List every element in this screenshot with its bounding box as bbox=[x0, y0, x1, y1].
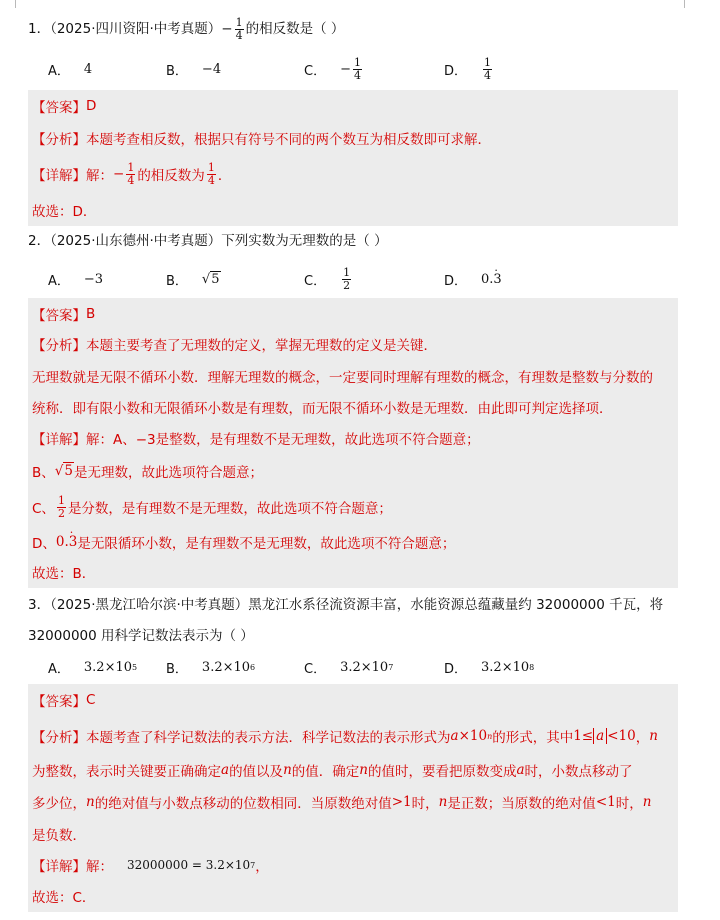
answer-line: 【答案】 B bbox=[32, 306, 96, 324]
question-source: （2025·黑龙江哈尔滨·中考真题） bbox=[50, 597, 249, 613]
analysis-line: 【分析】 本题考查了科学记数法的表示方法．科学记数法的表示形式为 a ×10 n 的形式，其中 1≤ a <10 ， n bbox=[32, 728, 658, 746]
detail-line-a: 【详解】 解：A、−3是整数，是有理数不是无理数，故此选项不符合题意； bbox=[32, 432, 480, 448]
option-b: B． −4 bbox=[166, 61, 222, 79]
detail-line-d: D、 0. 3 · 是无限循环小数，是有理数不是无理数，故此选项不符合题意； bbox=[32, 528, 672, 556]
analysis-line-3: 统称．即有限小数和无限循环小数是有理数，而无限不循环小数是无理数．由此即可判定选择项． bbox=[32, 401, 613, 417]
question-1-options bbox=[48, 52, 668, 86]
option-d: D． 0. 3 · bbox=[444, 262, 502, 296]
option-d: D． $\frac{1}{4}$ bbox=[444, 55, 492, 82]
page-corner-mark-left bbox=[6, 0, 16, 8]
answer-line: 【答案】 C bbox=[32, 692, 96, 710]
question-2-answer-block bbox=[28, 298, 678, 588]
page-corner-mark-right bbox=[684, 0, 714, 8]
question-source: （2025·山东德州·中考真题） bbox=[50, 233, 222, 249]
option-a: A． −3 bbox=[48, 271, 104, 289]
question-3-answer-block bbox=[28, 684, 678, 912]
option-c: C． 3.2×10 7 bbox=[304, 659, 394, 677]
question-number: 1． bbox=[28, 21, 51, 37]
answer-value: B bbox=[86, 306, 96, 322]
answer-value: D bbox=[86, 98, 97, 114]
option-b: B． √5 bbox=[166, 271, 220, 289]
detail-line-c: C、 $\frac{1}{2}$ 是分数，是有理数不是无理数，故此选项不符合题意； bbox=[32, 493, 392, 520]
option-c: C． $\frac{1}{2}$ bbox=[304, 265, 351, 292]
conclusion-line: 故选：D． bbox=[32, 204, 97, 220]
question-source: （2025·四川资阳·中考真题） bbox=[50, 21, 222, 37]
option-a: A． 4 bbox=[48, 61, 93, 79]
answer-value: C bbox=[86, 692, 96, 708]
conclusion-line: 故选：B． bbox=[32, 566, 96, 582]
detail-line: 【详解】 解： − $\frac{1}{4}$ 的相反数为 $\frac{1}{4}$ ． bbox=[32, 160, 232, 187]
option-d: D． 3.2×10 8 bbox=[444, 659, 535, 677]
question-3-stem: 3．（2025·黑龙江哈尔滨·中考真题）黑龙江水系径流资源丰富，水能资源总蕴藏量约 32000000 千瓦，将 bbox=[28, 597, 664, 613]
option-c: C． − $\frac{1}{4}$ bbox=[304, 55, 361, 82]
option-b: B． 3.2×10 6 bbox=[166, 659, 256, 677]
conclusion-line: 故选：C． bbox=[32, 890, 96, 906]
question-2-options bbox=[48, 262, 668, 296]
analysis-line-4: 是负数． bbox=[32, 828, 86, 844]
question-1-stem: 1．（2025·四川资阳·中考真题）− $\frac{1}{4}$ 的相反数是（ ） bbox=[28, 15, 345, 42]
detail-line: 【详解】 解： 32000000 = 3.2×10 7 ， bbox=[32, 858, 269, 875]
answer-line: 【答案】 D bbox=[32, 98, 97, 116]
question-number: 3． bbox=[28, 597, 51, 613]
option-a: A． 3.2×10 5 bbox=[48, 659, 138, 677]
analysis-line-2: 无理数就是无限不循环小数．理解无理数的概念，一定要同时理解有理数的概念，有理数是整数与分数的 bbox=[32, 370, 653, 386]
analysis-line-3: 多少位， n 的绝对值与小数点移动的位数相同．当原数绝对值 >1 时， n 是正数；当原数的绝对值 <1 时， n bbox=[32, 794, 652, 812]
detail-line-b: B、 √5 是无理数，故此选项符合题意； bbox=[32, 463, 263, 481]
question-1-answer-block bbox=[28, 90, 678, 226]
fraction: $\frac{1}{4}$ bbox=[235, 15, 243, 42]
question-3-stem-line-2: 32000000 用科学记数法表示为（ ） bbox=[28, 628, 254, 644]
question-number: 2． bbox=[28, 233, 51, 249]
analysis-line: 【分析】 本题主要考查了无理数的定义，掌握无理数的定义是关键． bbox=[32, 338, 437, 354]
question-2-stem: 2．（2025·山东德州·中考真题）下列实数为无理数的是（ ） bbox=[28, 233, 388, 249]
question-3-options bbox=[48, 650, 668, 684]
analysis-line: 【分析】 本题考查相反数，根据只有符号不同的两个数互为相反数即可求解． bbox=[32, 132, 491, 148]
analysis-line-2: 为整数，表示时关键要正确确定 a 的值以及 n 的值．确定 n 的值时，要看把原数变成 a 时，小数点移动了 bbox=[32, 762, 633, 780]
repeating-digit: 3 · bbox=[493, 272, 501, 287]
